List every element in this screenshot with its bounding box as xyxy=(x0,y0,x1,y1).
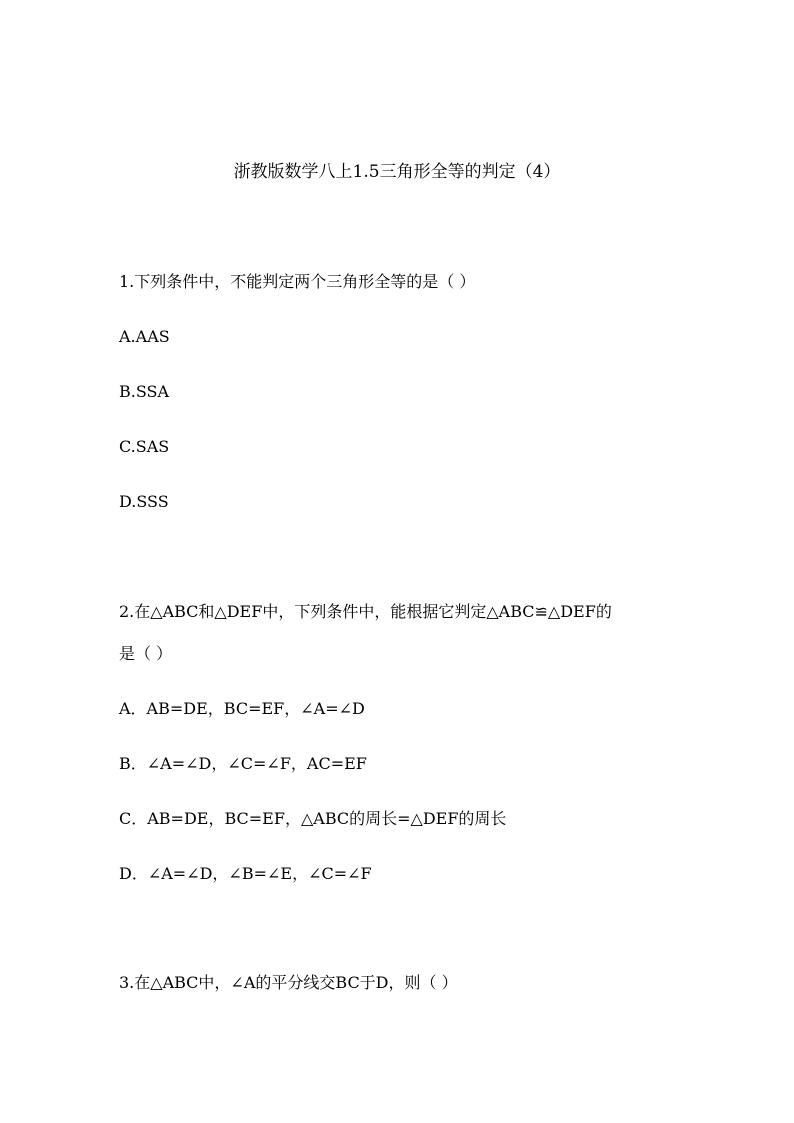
question-2-option-c: C．AB=DE，BC=EF，△ABC的周长=△DEF的周长 xyxy=(119,809,507,828)
question-2-option-d: D．∠A=∠D，∠B=∠E，∠C=∠F xyxy=(119,864,372,883)
question-1-option-a: A.AAS xyxy=(119,327,170,346)
question-1-option-d: D.SSS xyxy=(119,492,169,511)
question-2-stem-line-2: 是（ ） xyxy=(119,644,173,663)
question-2-stem-line-1: 2.在△ABC和△DEF中，下列条件中，能根据它判定△ABC≌△DEF的 xyxy=(119,602,612,621)
question-1-stem: 1.下列条件中，不能判定两个三角形全等的是（ ） xyxy=(119,272,476,291)
question-2-option-a: A．AB=DE，BC=EF，∠A=∠D xyxy=(119,699,365,718)
question-2-option-b: B．∠A=∠D，∠C=∠F，AC=EF xyxy=(119,754,367,773)
question-1-option-c: C.SAS xyxy=(119,437,170,456)
document-title: 浙教版数学八上1.5三角形全等的判定（4） xyxy=(233,162,561,182)
question-1-option-b: B.SSA xyxy=(119,382,170,401)
question-3-stem: 3.在△ABC中，∠A的平分线交BC于D，则（ ） xyxy=(119,973,458,992)
